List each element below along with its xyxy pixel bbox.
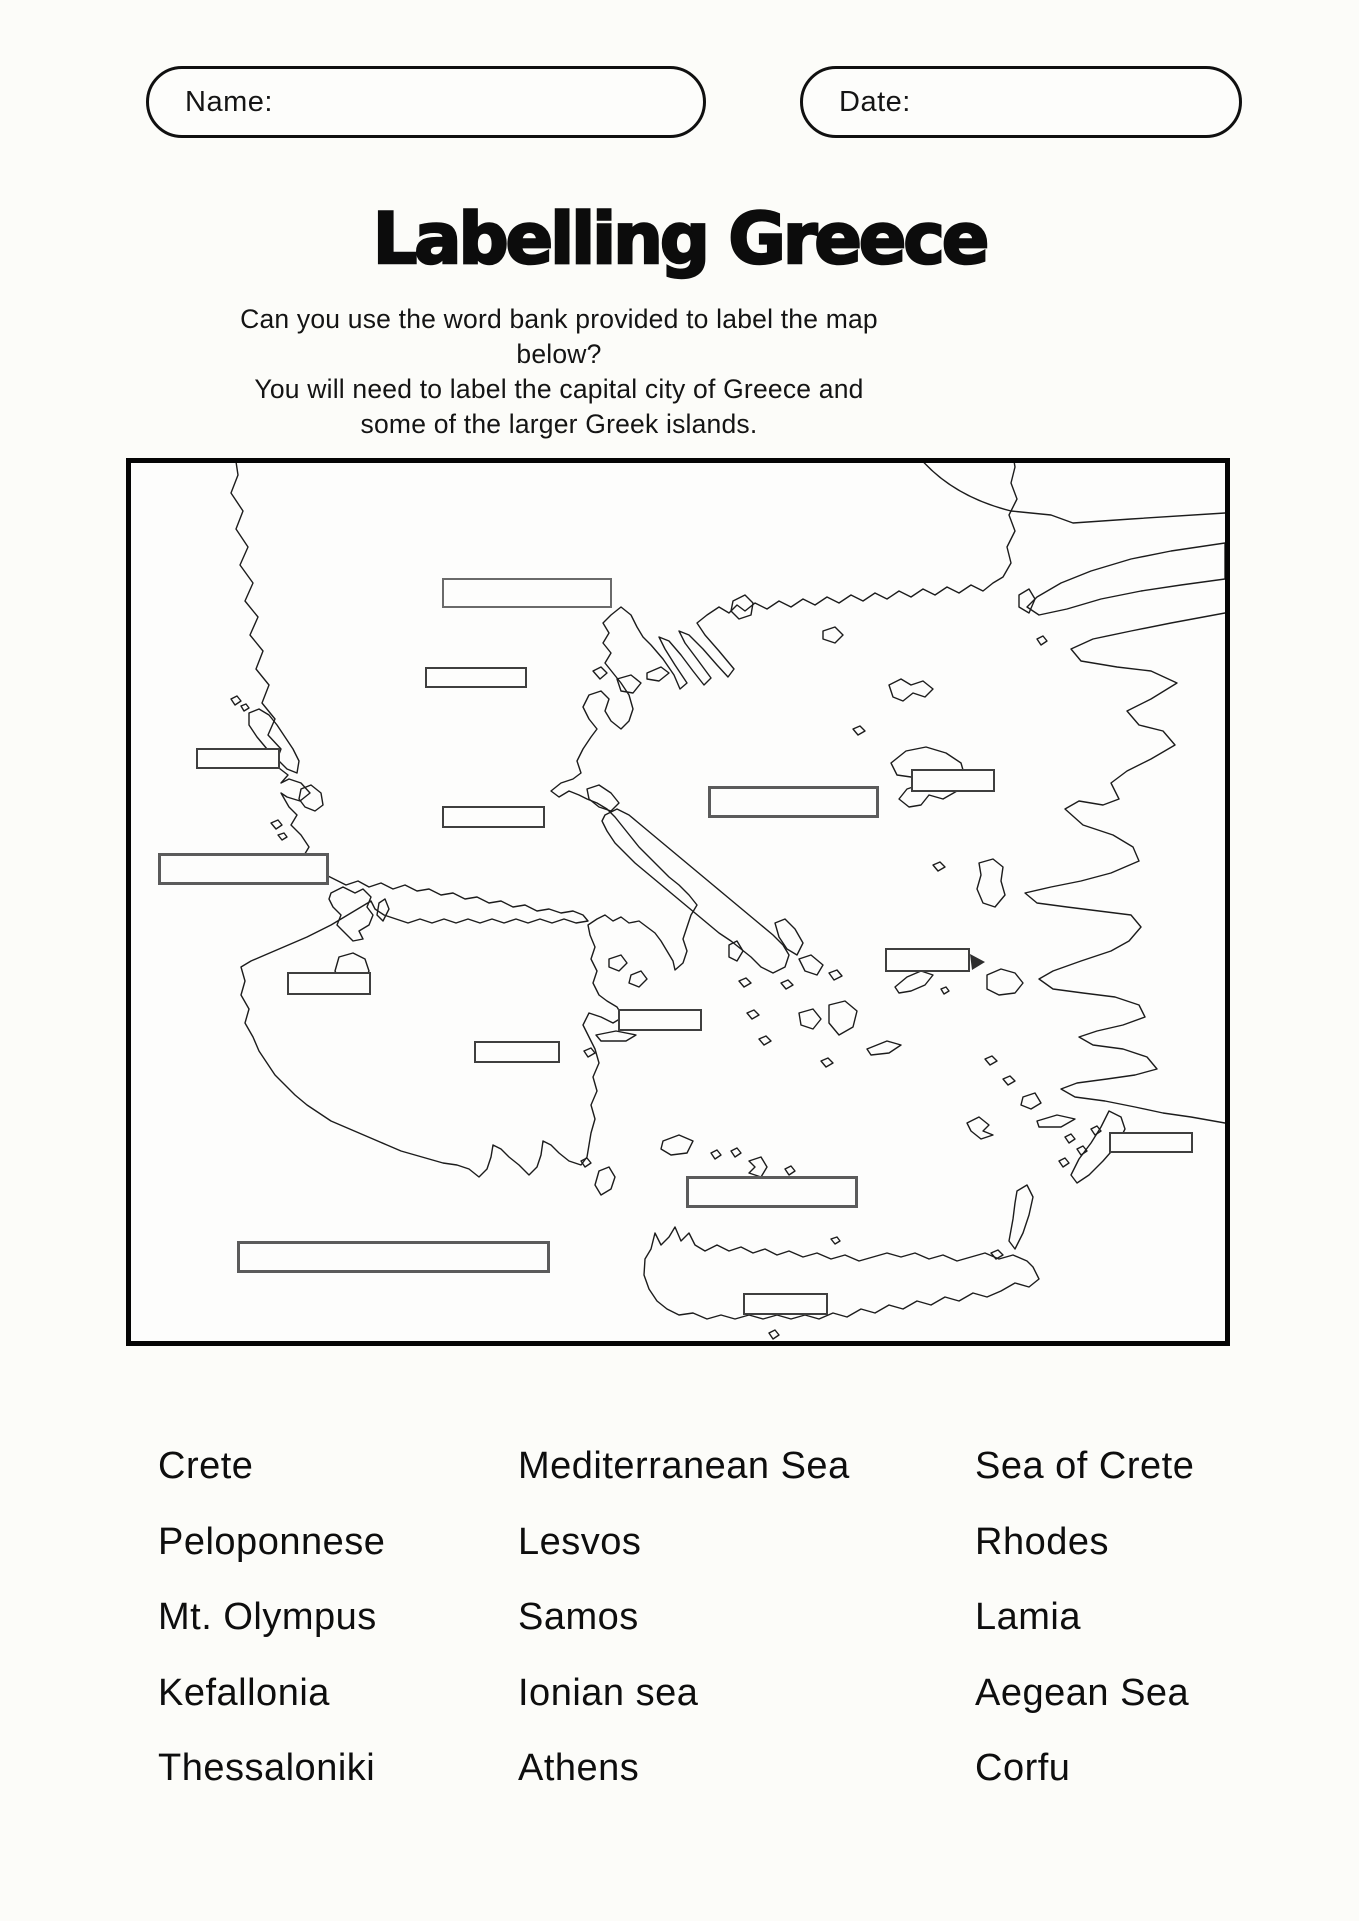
word-bank-item: Corfu bbox=[975, 1747, 1071, 1790]
map-label-box-12[interactable] bbox=[1109, 1132, 1193, 1153]
word-bank-column-1 bbox=[158, 1429, 385, 1807]
box-pointer-arrow-icon bbox=[970, 954, 985, 970]
word-bank-item: Rhodes bbox=[975, 1520, 1109, 1563]
word-bank-item: Thessaloniki bbox=[158, 1747, 376, 1790]
word-bank-item: Kefallonia bbox=[158, 1671, 330, 1714]
instructions bbox=[209, 302, 909, 442]
coastline bbox=[131, 463, 1225, 1341]
word-bank-item: Sea of Crete bbox=[975, 1445, 1195, 1488]
instruction-line: Can you use the word bank provided to label the map below? bbox=[240, 304, 878, 369]
word-bank-item: Mediterranean Sea bbox=[518, 1445, 850, 1488]
word-bank-item: Lamia bbox=[975, 1596, 1081, 1639]
date-label: Date: bbox=[839, 85, 911, 118]
word-bank-column-2 bbox=[518, 1429, 850, 1807]
map-label-box-5[interactable] bbox=[158, 853, 329, 885]
word-bank-item: Athens bbox=[518, 1747, 640, 1790]
word-bank-item: Lesvos bbox=[518, 1520, 642, 1563]
word-bank-item: Mt. Olympus bbox=[158, 1596, 377, 1639]
map-label-box-6[interactable] bbox=[708, 786, 879, 818]
map-label-box-7[interactable] bbox=[911, 769, 995, 792]
map-label-box-13[interactable] bbox=[686, 1176, 858, 1208]
name-label: Name: bbox=[185, 85, 273, 118]
map-label-box-3[interactable] bbox=[196, 748, 280, 769]
map-label-box-9[interactable] bbox=[885, 948, 970, 972]
map-label-box-1[interactable] bbox=[442, 578, 612, 608]
map-label-box-2[interactable] bbox=[425, 667, 527, 688]
map-label-box-11[interactable] bbox=[474, 1041, 560, 1063]
word-bank-item: Aegean Sea bbox=[975, 1671, 1190, 1714]
word-bank-item: Crete bbox=[158, 1445, 254, 1488]
instruction-line: some of the larger Greek islands. bbox=[360, 409, 758, 439]
instruction-line: You will need to label the capital city of Greece and bbox=[254, 374, 864, 404]
map-label-box-8[interactable] bbox=[287, 972, 371, 995]
word-bank-item: Peloponnese bbox=[158, 1520, 386, 1563]
word-bank-item: Samos bbox=[518, 1596, 639, 1639]
map-label-box-15[interactable] bbox=[743, 1293, 828, 1315]
greece-outline-map bbox=[126, 458, 1230, 1346]
word-bank-item: Ionian sea bbox=[518, 1671, 699, 1714]
page-title: Labelling Greece bbox=[372, 198, 987, 280]
map-label-box-10[interactable] bbox=[618, 1009, 702, 1031]
date-field[interactable] bbox=[800, 66, 1242, 138]
name-field[interactable] bbox=[146, 66, 706, 138]
map-label-box-14[interactable] bbox=[237, 1241, 550, 1273]
map-label-box-4[interactable] bbox=[442, 806, 545, 828]
word-bank-column-3 bbox=[975, 1429, 1194, 1807]
